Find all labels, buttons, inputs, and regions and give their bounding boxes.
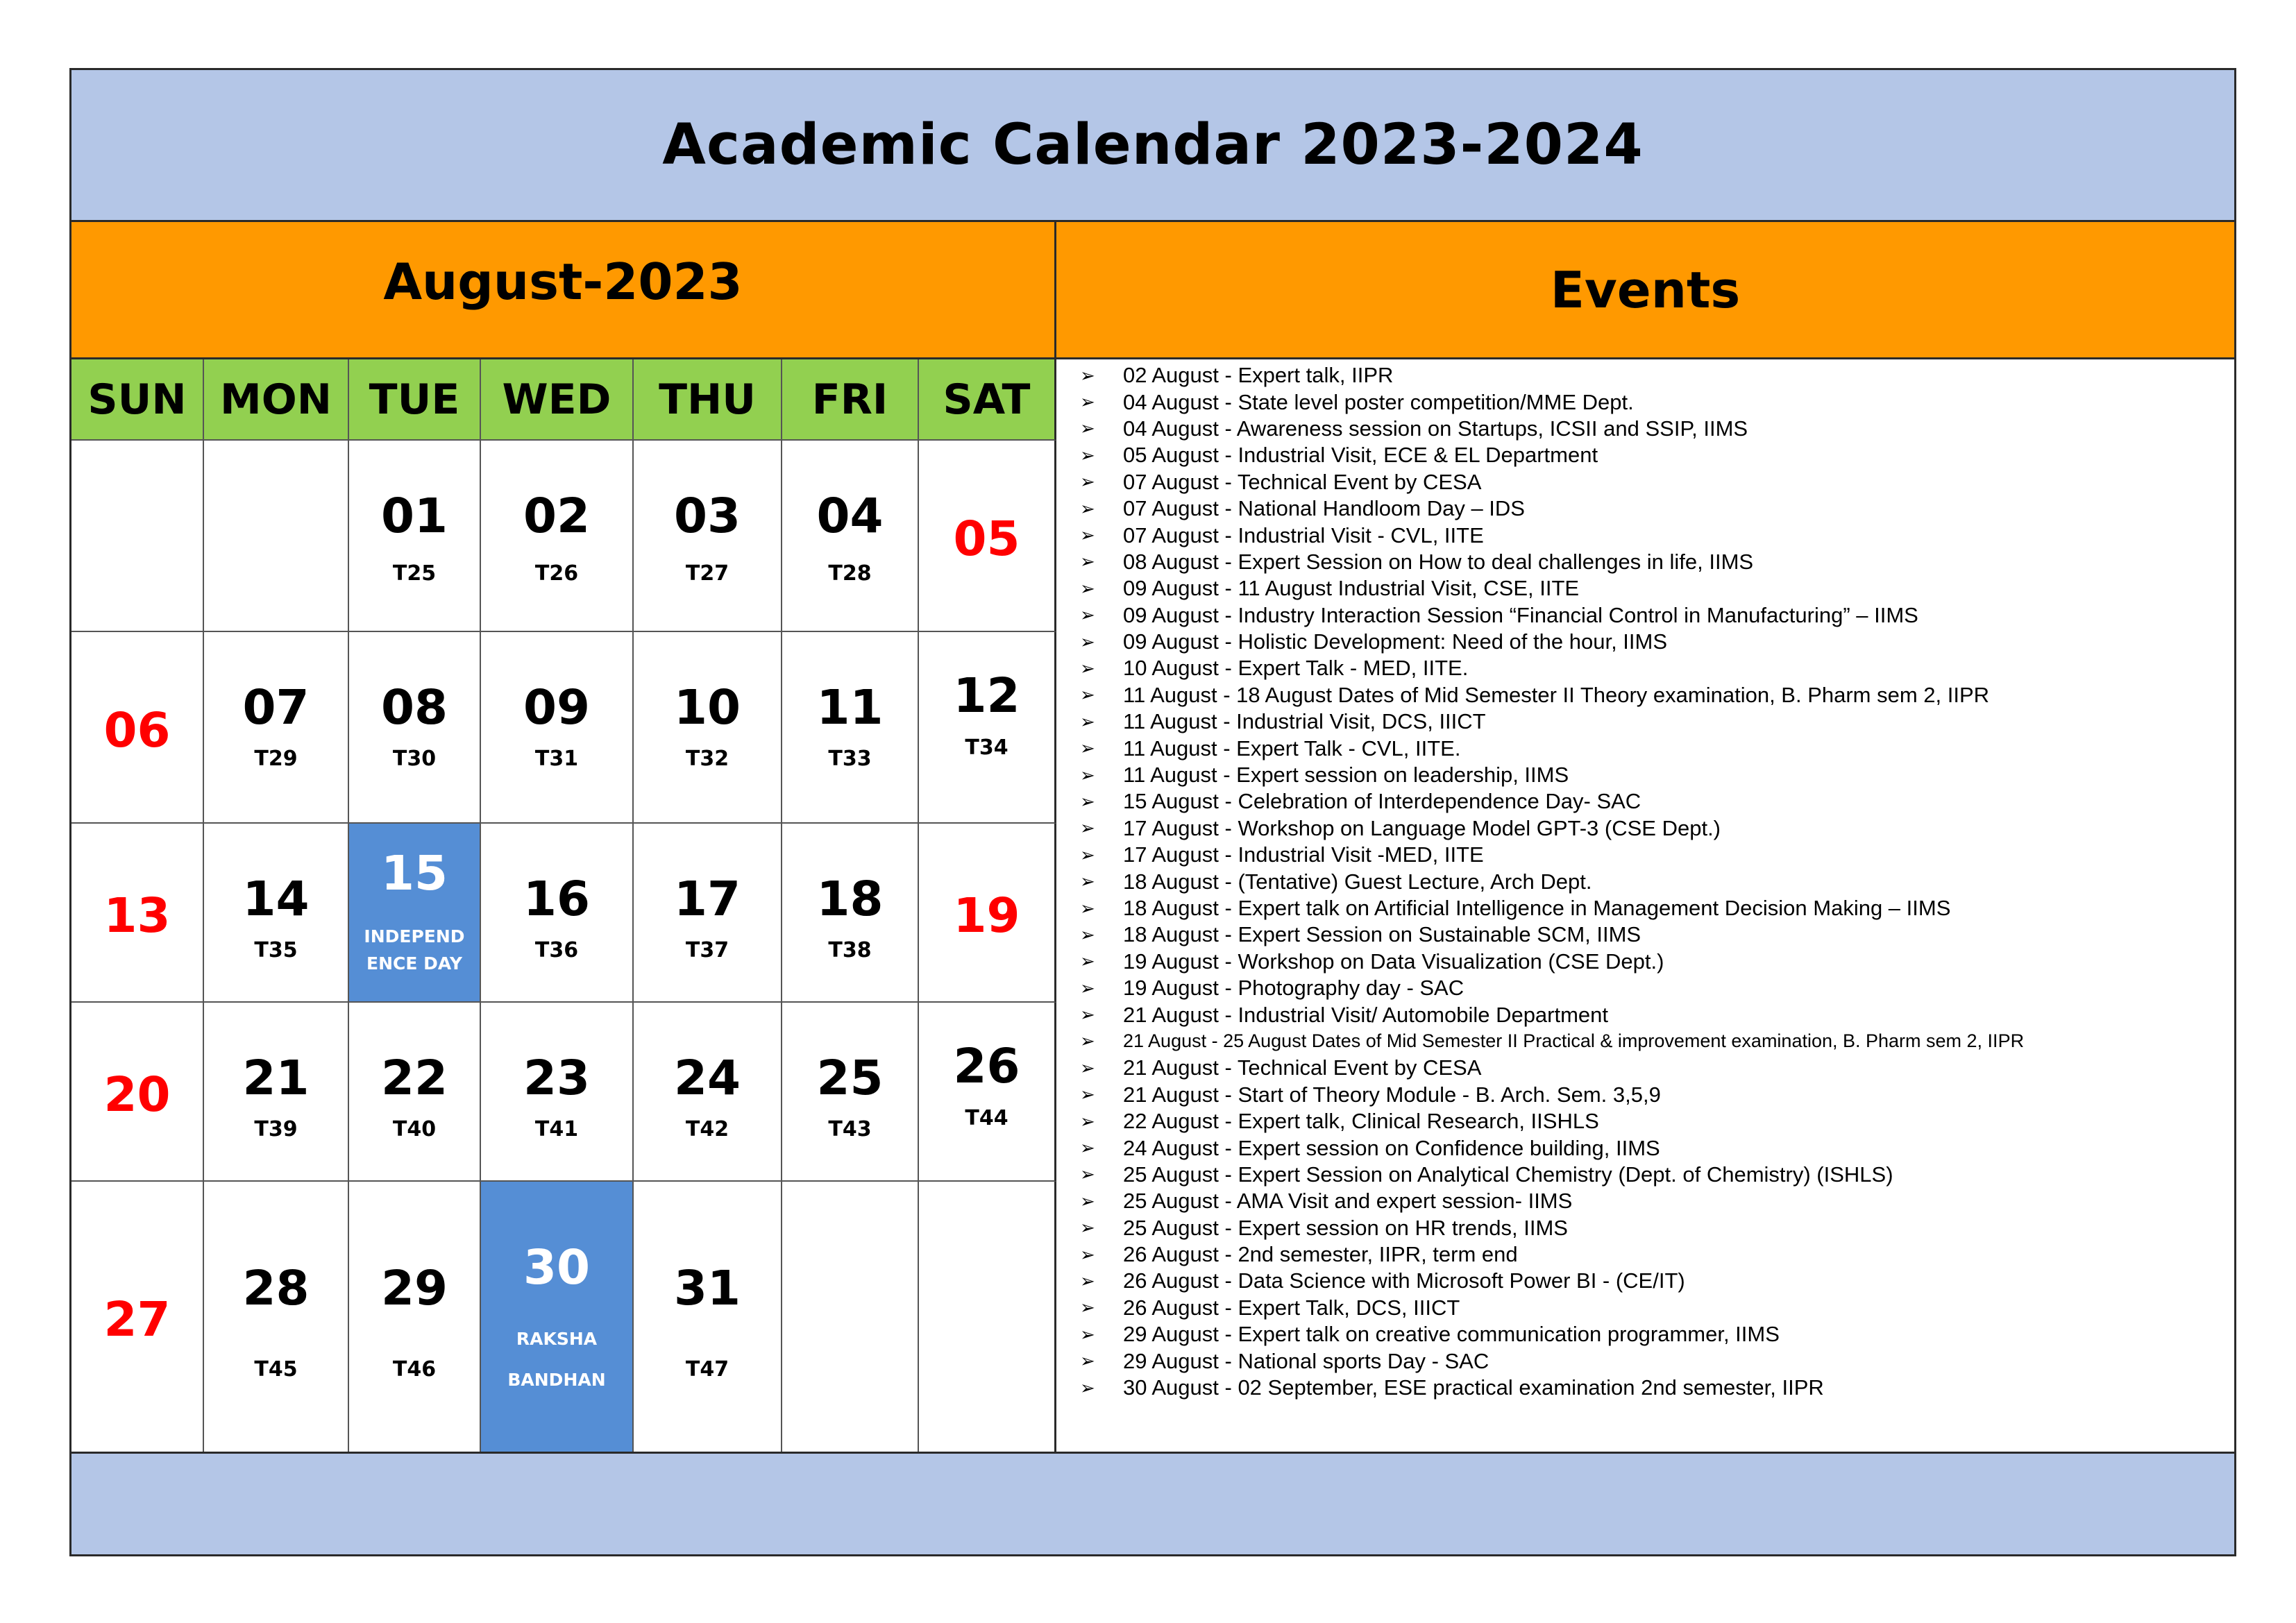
holiday-label-line: INDEPEND xyxy=(364,926,465,946)
event-item xyxy=(1056,815,2234,842)
bullet-arrow-icon: ➢ xyxy=(1080,871,1095,892)
weekday-header-thu: THU xyxy=(634,359,782,441)
day-cell xyxy=(634,1003,782,1182)
day-cell xyxy=(634,824,782,1003)
day-number: 24 xyxy=(673,1051,741,1106)
day-number: 12 xyxy=(953,668,1020,724)
event-item xyxy=(1056,442,2234,468)
day-number: 30 xyxy=(523,1240,591,1295)
holiday-label-line: BANDHAN xyxy=(507,1369,606,1390)
event-item xyxy=(1056,522,2234,548)
day-number: 11 xyxy=(816,680,884,736)
event-item xyxy=(1056,762,2234,788)
event-text: 25 August - Expert session on HR trends, IIMS xyxy=(1123,1215,1568,1240)
event-text: 26 August - 2nd semester, IIPR, term end xyxy=(1123,1242,1518,1267)
day-cell xyxy=(782,824,919,1003)
event-text: 07 August - National Handloom Day – IDS xyxy=(1123,496,1525,521)
day-number: 26 xyxy=(953,1039,1020,1094)
day-number: 21 xyxy=(242,1051,310,1106)
event-text: 21 August - Technical Event by CESA xyxy=(1123,1055,1482,1080)
day-cell xyxy=(634,441,782,632)
event-item xyxy=(1056,1321,2234,1348)
teaching-day-code: T31 xyxy=(534,747,579,771)
event-item xyxy=(1056,416,2234,442)
day-cell xyxy=(481,1182,634,1452)
teaching-day-code: T34 xyxy=(965,736,1008,760)
event-text: 11 August - 18 August Dates of Mid Semester II Theory examination, B. Pharm sem 2, IIPR xyxy=(1123,682,1990,707)
event-item xyxy=(1056,1082,2234,1108)
day-cell xyxy=(204,632,349,824)
day-cell xyxy=(71,441,204,632)
event-text: 04 August - Awareness session on Startups, ICSII and SSIP, IIMS xyxy=(1123,416,1748,441)
weekday-header-tue: TUE xyxy=(349,359,481,441)
teaching-day-code: T45 xyxy=(254,1357,298,1382)
teaching-day-code: T39 xyxy=(254,1117,298,1141)
day-number: 23 xyxy=(523,1051,591,1106)
event-item xyxy=(1056,842,2234,868)
event-text: 18 August - Expert Session on Sustainable SCM, IIMS xyxy=(1123,922,1641,947)
teaching-day-code: T40 xyxy=(392,1117,437,1141)
bullet-arrow-icon: ➢ xyxy=(1080,951,1095,972)
day-number: 29 xyxy=(380,1261,448,1316)
weekday-header-wed: WED xyxy=(481,359,634,441)
event-item xyxy=(1056,575,2234,602)
day-cell xyxy=(71,632,204,824)
bullet-arrow-icon: ➢ xyxy=(1080,684,1095,706)
day-cell xyxy=(481,632,634,824)
month-title: August-2023 xyxy=(383,253,743,311)
teaching-day-code: T38 xyxy=(828,938,872,962)
event-text: 30 August - 02 September, ESE practical examination 2nd semester, IIPR xyxy=(1123,1375,1824,1400)
day-number: 19 xyxy=(953,888,1020,944)
event-text: 11 August - Industrial Visit, DCS, IIICT xyxy=(1123,709,1486,734)
bullet-arrow-icon: ➢ xyxy=(1080,364,1095,386)
event-text: 11 August - Expert session on leadership, IIMS xyxy=(1123,763,1569,788)
teaching-day-code: T28 xyxy=(828,561,872,586)
teaching-day-code: T29 xyxy=(254,747,298,771)
bullet-arrow-icon: ➢ xyxy=(1080,844,1095,865)
day-number: 18 xyxy=(816,872,884,927)
event-item xyxy=(1056,682,2234,708)
event-item xyxy=(1056,921,2234,948)
day-cell xyxy=(634,632,782,824)
event-item xyxy=(1056,362,2234,389)
day-number: 27 xyxy=(103,1291,171,1348)
day-cell xyxy=(204,824,349,1003)
teaching-day-code: T30 xyxy=(392,747,437,771)
event-text: 21 August - Industrial Visit/ Automobile Department xyxy=(1123,1002,1609,1027)
bullet-arrow-icon: ➢ xyxy=(1080,1084,1095,1105)
event-item xyxy=(1056,1001,2234,1028)
event-item xyxy=(1056,1135,2234,1161)
day-number: 25 xyxy=(816,1051,884,1106)
bullet-arrow-icon: ➢ xyxy=(1080,604,1095,626)
day-number: 14 xyxy=(242,872,310,927)
event-text: 25 August - AMA Visit and expert session- IIMS xyxy=(1123,1189,1573,1214)
event-text: 29 August - Expert talk on creative communication programmer, IIMS xyxy=(1123,1322,1780,1347)
weekday-header-sat: SAT xyxy=(919,359,1056,441)
event-text: 21 August - Start of Theory Module - B. Arch. Sem. 3,5,9 xyxy=(1123,1082,1661,1107)
title-banner xyxy=(71,70,2234,222)
day-number: 16 xyxy=(523,872,591,927)
day-number: 01 xyxy=(380,488,448,544)
weekday-header-fri: FRI xyxy=(782,359,919,441)
day-number: 06 xyxy=(103,703,171,758)
day-cell xyxy=(71,1182,204,1452)
teaching-day-code: T42 xyxy=(685,1117,729,1141)
day-cell xyxy=(204,1182,349,1452)
day-cell xyxy=(782,1003,919,1182)
day-cell xyxy=(349,824,481,1003)
day-cell xyxy=(349,1003,481,1182)
bullet-arrow-icon: ➢ xyxy=(1080,764,1095,785)
teaching-day-code: T35 xyxy=(254,938,298,962)
event-item xyxy=(1056,895,2234,921)
day-number: 07 xyxy=(242,680,310,736)
teaching-day-code: T26 xyxy=(534,561,579,586)
bullet-arrow-icon: ➢ xyxy=(1080,1057,1095,1078)
teaching-day-code: T33 xyxy=(828,747,872,771)
teaching-day-code: T44 xyxy=(965,1106,1008,1130)
day-number: 09 xyxy=(523,680,591,736)
event-item xyxy=(1056,1055,2234,1081)
bullet-arrow-icon: ➢ xyxy=(1080,418,1095,439)
day-cell xyxy=(481,1003,634,1182)
event-item xyxy=(1056,1241,2234,1268)
event-text: 07 August - Technical Event by CESA xyxy=(1123,469,1482,494)
day-cell xyxy=(919,632,1056,824)
events-list xyxy=(1056,359,2234,1452)
day-number: 22 xyxy=(380,1051,448,1106)
day-cell xyxy=(782,632,919,824)
bullet-arrow-icon: ➢ xyxy=(1080,924,1095,945)
day-number: 05 xyxy=(953,511,1020,567)
bullet-arrow-icon: ➢ xyxy=(1080,1270,1095,1291)
event-item xyxy=(1056,469,2234,495)
event-item xyxy=(1056,602,2234,629)
day-cell xyxy=(919,1003,1056,1182)
bullet-arrow-icon: ➢ xyxy=(1080,657,1095,679)
teaching-day-code: T32 xyxy=(685,747,729,771)
event-item xyxy=(1056,1348,2234,1374)
events-header xyxy=(1056,222,2234,359)
bullet-arrow-icon: ➢ xyxy=(1080,577,1095,599)
event-text: 10 August - Expert Talk - MED, IITE. xyxy=(1123,656,1469,681)
bullet-arrow-icon: ➢ xyxy=(1080,391,1095,413)
day-number: 08 xyxy=(380,680,448,736)
holiday-label xyxy=(481,1319,632,1401)
event-text: 09 August - Industry Interaction Session “Financial Control in Manufacturing” – IIMS xyxy=(1123,602,1918,627)
event-item xyxy=(1056,1162,2234,1188)
day-cell xyxy=(919,824,1056,1003)
day-cell xyxy=(919,1182,1056,1452)
teaching-day-code: T47 xyxy=(685,1357,729,1382)
event-text: 15 August - Celebration of Interdependence Day- SAC xyxy=(1123,789,1641,814)
event-item xyxy=(1056,735,2234,761)
event-text: 02 August - Expert talk, IIPR xyxy=(1123,363,1394,388)
day-cell xyxy=(481,441,634,632)
bullet-arrow-icon: ➢ xyxy=(1080,631,1095,652)
bullet-arrow-icon: ➢ xyxy=(1080,525,1095,546)
bullet-arrow-icon: ➢ xyxy=(1080,711,1095,732)
bullet-arrow-icon: ➢ xyxy=(1080,471,1095,493)
bullet-arrow-icon: ➢ xyxy=(1080,1030,1095,1052)
event-text: 11 August - Expert Talk - CVL, IITE. xyxy=(1123,736,1461,760)
event-text: 29 August - National sports Day - SAC xyxy=(1123,1348,1489,1373)
day-cell xyxy=(919,441,1056,632)
holiday-label-line: RAKSHA xyxy=(516,1329,598,1349)
weekday-header-mon: MON xyxy=(204,359,349,441)
event-text: 07 August - Industrial Visit - CVL, IITE xyxy=(1123,522,1484,547)
event-item xyxy=(1056,788,2234,815)
event-text: 25 August - Expert Session on Analytical Chemistry (Dept. of Chemistry) (ISHLS) xyxy=(1123,1162,1893,1187)
bullet-arrow-icon: ➢ xyxy=(1080,1350,1095,1372)
event-text: 18 August - Expert talk on Artificial Intelligence in Management Decision Making – IIMS xyxy=(1123,896,1951,920)
weekday-header-sun: SUN xyxy=(71,359,204,441)
bullet-arrow-icon: ➢ xyxy=(1080,1243,1095,1265)
bullet-arrow-icon: ➢ xyxy=(1080,498,1095,519)
page-title: Academic Calendar 2023-2024 xyxy=(662,112,1644,178)
day-cell xyxy=(634,1182,782,1452)
day-number: 13 xyxy=(103,888,171,944)
footer-band xyxy=(71,1452,2234,1554)
bullet-arrow-icon: ➢ xyxy=(1080,738,1095,759)
event-text: 17 August - Workshop on Language Model GPT-3 (CSE Dept.) xyxy=(1123,815,1721,840)
bullet-arrow-icon: ➢ xyxy=(1080,551,1095,572)
teaching-day-code: T25 xyxy=(392,561,437,586)
month-header xyxy=(71,222,1056,359)
event-text: 26 August - Data Science with Microsoft Power BI - (CE/IT) xyxy=(1123,1268,1685,1293)
holiday-label xyxy=(349,924,480,978)
event-item xyxy=(1056,655,2234,681)
bullet-arrow-icon: ➢ xyxy=(1080,817,1095,839)
teaching-day-code: T27 xyxy=(685,561,729,586)
event-text: 26 August - Expert Talk, DCS, IIICT xyxy=(1123,1295,1460,1320)
day-number: 15 xyxy=(380,846,448,901)
day-number: 02 xyxy=(523,488,591,544)
event-text: 05 August - Industrial Visit, ECE & EL Department xyxy=(1123,443,1598,468)
day-number: 20 xyxy=(103,1067,171,1123)
day-cell xyxy=(204,441,349,632)
event-item xyxy=(1056,1215,2234,1241)
bullet-arrow-icon: ➢ xyxy=(1080,977,1095,999)
event-text: 09 August - Holistic Development: Need of the hour, IIMS xyxy=(1123,629,1668,654)
bullet-arrow-icon: ➢ xyxy=(1080,1323,1095,1345)
day-number: 03 xyxy=(673,488,741,544)
bullet-arrow-icon: ➢ xyxy=(1080,897,1095,919)
teaching-day-code: T36 xyxy=(534,938,579,962)
bullet-arrow-icon: ➢ xyxy=(1080,1004,1095,1026)
day-cell xyxy=(481,824,634,1003)
day-cell xyxy=(349,441,481,632)
bullet-arrow-icon: ➢ xyxy=(1080,1190,1095,1212)
day-number: 31 xyxy=(673,1261,741,1316)
teaching-day-code: T41 xyxy=(534,1117,579,1141)
event-item xyxy=(1056,389,2234,415)
event-item xyxy=(1056,1268,2234,1294)
event-item xyxy=(1056,1028,2234,1055)
holiday-label-line: ENCE DAY xyxy=(366,953,462,974)
bullet-arrow-icon: ➢ xyxy=(1080,790,1095,812)
event-text: 17 August - Industrial Visit -MED, IITE xyxy=(1123,842,1484,867)
day-cell xyxy=(204,1003,349,1182)
event-item xyxy=(1056,629,2234,655)
day-number: 28 xyxy=(242,1261,310,1316)
day-number: 10 xyxy=(673,680,741,736)
day-cell xyxy=(349,632,481,824)
bullet-arrow-icon: ➢ xyxy=(1080,1377,1095,1398)
calendar-page xyxy=(69,68,2236,1556)
teaching-day-code: T37 xyxy=(685,938,729,962)
day-cell xyxy=(782,441,919,632)
event-item xyxy=(1056,1295,2234,1321)
event-item xyxy=(1056,1108,2234,1135)
bullet-arrow-icon: ➢ xyxy=(1080,1164,1095,1185)
bullet-arrow-icon: ➢ xyxy=(1080,1217,1095,1239)
day-cell xyxy=(71,1003,204,1182)
event-text: 22 August - Expert talk, Clinical Research, IISHLS xyxy=(1123,1109,1599,1134)
bullet-arrow-icon: ➢ xyxy=(1080,1297,1095,1318)
teaching-day-code: T46 xyxy=(392,1357,437,1382)
event-text: 24 August - Expert session on Confidence building, IIMS xyxy=(1123,1135,1660,1160)
event-item xyxy=(1056,975,2234,1001)
calendar-grid xyxy=(71,359,1056,1452)
bullet-arrow-icon: ➢ xyxy=(1080,444,1095,466)
event-item xyxy=(1056,708,2234,735)
event-text: 09 August - 11 August Industrial Visit, CSE, IITE xyxy=(1123,576,1580,601)
event-item xyxy=(1056,1188,2234,1214)
bullet-arrow-icon: ➢ xyxy=(1080,1110,1095,1132)
day-number: 17 xyxy=(673,872,741,927)
event-text: 21 August - 25 August Dates of Mid Semester II Practical & improvement examination, B. Pharm sem 2, IIPR xyxy=(1123,1030,2025,1052)
event-item xyxy=(1056,868,2234,894)
event-text: 19 August - Workshop on Data Visualization (CSE Dept.) xyxy=(1123,949,1664,974)
events-title: Events xyxy=(1550,260,1741,319)
day-cell xyxy=(71,824,204,1003)
event-text: 04 August - State level poster competition/MME Dept. xyxy=(1123,389,1634,414)
teaching-day-code: T43 xyxy=(828,1117,872,1141)
event-text: 19 August - Photography day - SAC xyxy=(1123,976,1464,1001)
day-cell xyxy=(782,1182,919,1452)
day-number: 04 xyxy=(816,488,884,544)
bullet-arrow-icon: ➢ xyxy=(1080,1137,1095,1159)
event-item xyxy=(1056,549,2234,575)
event-text: 18 August - (Tentative) Guest Lecture, Arch Dept. xyxy=(1123,869,1592,894)
event-item xyxy=(1056,495,2234,522)
event-item xyxy=(1056,1375,2234,1401)
event-item xyxy=(1056,949,2234,975)
event-text: 08 August - Expert Session on How to deal challenges in life, IIMS xyxy=(1123,549,1754,574)
day-cell xyxy=(349,1182,481,1452)
